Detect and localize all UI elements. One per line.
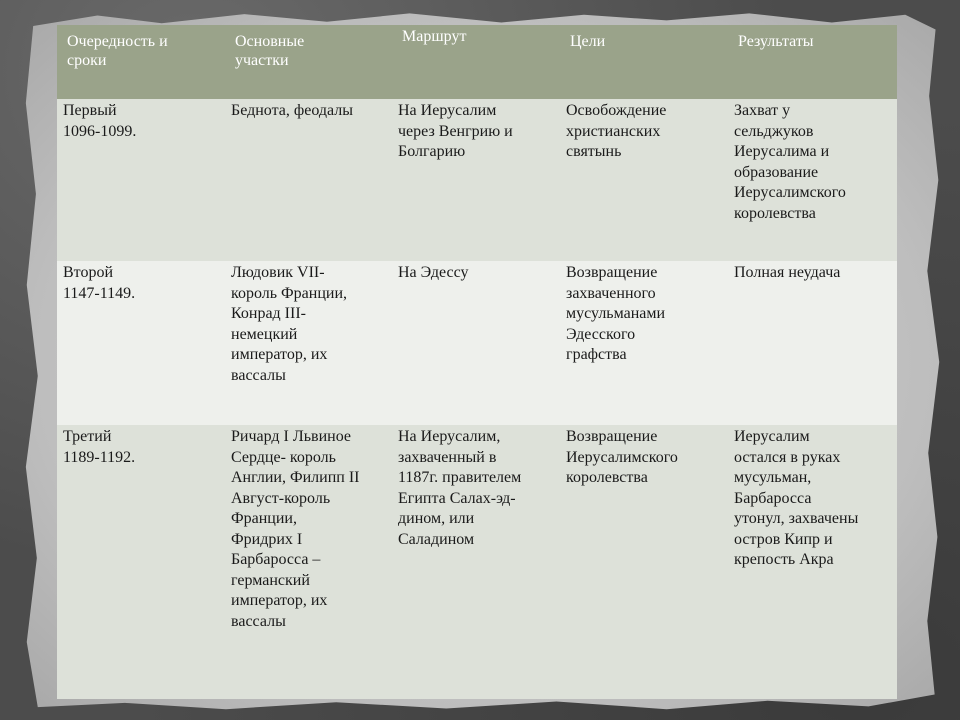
- cell-order-dates: Первый 1096-1099.: [57, 99, 225, 261]
- cell-goals: Возвращение захваченного мусульманами Эдесского графства: [560, 261, 728, 425]
- table-row: [57, 425, 897, 699]
- cell-order-dates: Второй 1147-1149.: [57, 261, 225, 425]
- cell-order-dates: Третий 1189-1192.: [57, 425, 225, 699]
- cell-results: Полная неудача: [728, 261, 897, 425]
- table-header-row: [57, 25, 897, 99]
- header-goals: Цели: [560, 25, 728, 99]
- cell-participants: Беднота, феодалы: [225, 99, 392, 261]
- cell-route: На Иерусалим, захваченный в 1187г. правителем Египта Салах-эд- дином, или Саладином: [392, 425, 560, 699]
- crusades-table: [57, 25, 897, 699]
- cell-goals: Освобождение христианских святынь: [560, 99, 728, 261]
- table-row: [57, 261, 897, 425]
- cell-participants: Людовик VII- король Франции, Конрад III- немецкий император, их вассалы: [225, 261, 392, 425]
- header-route: Маршрут: [392, 25, 560, 99]
- header-participants: Основные участки: [225, 25, 392, 99]
- header-results: Результаты: [728, 25, 897, 99]
- cell-route: На Эдессу: [392, 261, 560, 425]
- cell-results: Иерусалим остался в руках мусульман, Барбаросса утонул, захвачены остров Кипр и крепость Акра: [728, 425, 897, 699]
- cell-results: Захват у сельджуков Иерусалима и образование Иерусалимского королевства: [728, 99, 897, 261]
- cell-route: На Иерусалим через Венгрию и Болгарию: [392, 99, 560, 261]
- header-order-dates: Очередность и сроки: [57, 25, 225, 99]
- table-row: [57, 99, 897, 261]
- cell-participants: Ричард I Львиное Сердце- король Англии, Филипп II Август-король Франции, Фридрих I Барбаросса – германский император, их вассалы: [225, 425, 392, 699]
- cell-goals: Возвращение Иерусалимского королевства: [560, 425, 728, 699]
